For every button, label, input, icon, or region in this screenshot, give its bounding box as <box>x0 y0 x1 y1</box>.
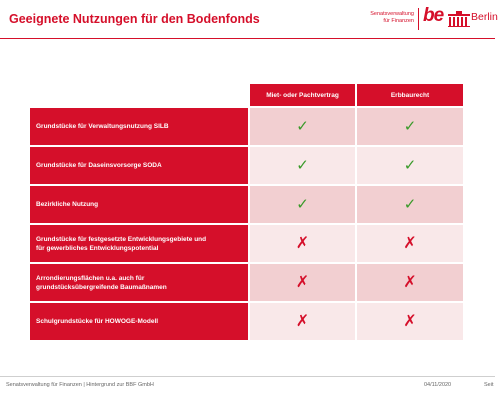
cell-lease <box>250 303 355 340</box>
cell-leasehold <box>357 186 463 223</box>
cell-leasehold <box>357 147 463 184</box>
footer-page-label: Seit <box>484 382 494 388</box>
checkmark-icon: ✓ <box>403 156 417 174</box>
logo-city-text: Berlin <box>471 11 498 23</box>
cross-icon: ✗ <box>403 234 417 252</box>
row-label <box>30 225 248 262</box>
table-row <box>30 147 463 184</box>
cell-leasehold <box>357 108 463 145</box>
cell-leasehold <box>357 303 463 340</box>
usage-matrix-table <box>28 82 465 342</box>
row-label-line: Bezirkliche Nutzung <box>36 201 99 208</box>
logo-separator <box>418 8 419 30</box>
row-label-line: Grundstücke für festgesetzte Entwicklungsgebiete und <box>36 235 207 243</box>
table-row <box>30 108 463 145</box>
footer-divider <box>0 376 495 377</box>
footer-date: 04/11/2020 <box>424 382 452 388</box>
row-label-line: für gewerbliches Entwicklungspotential <box>36 244 159 252</box>
column-header-leasehold: Erbbaurecht <box>357 84 463 106</box>
cell-lease <box>250 147 355 184</box>
row-label <box>30 264 248 301</box>
checkmark-icon: ✓ <box>403 195 417 213</box>
cross-icon: ✗ <box>403 273 417 291</box>
row-label <box>30 108 248 145</box>
cell-leasehold <box>357 264 463 301</box>
table-row <box>30 264 463 301</box>
table-row <box>30 225 463 262</box>
row-label <box>30 303 248 340</box>
cross-icon: ✗ <box>295 234 310 252</box>
row-label-line: Grundstücke für Daseinsvorsorge SODA <box>36 162 162 169</box>
cell-lease <box>250 225 355 262</box>
slide-title: Geeignete Nutzungen für den Bodenfonds <box>9 12 260 26</box>
logo-be-text: be <box>423 5 444 26</box>
row-label <box>30 147 248 184</box>
table-row <box>30 186 463 223</box>
checkmark-icon: ✓ <box>296 117 309 135</box>
footer-text: Senatsverwaltung für Finanzen | Hintergrund zur BBF GmbH <box>6 382 154 388</box>
cross-icon: ✗ <box>295 312 310 330</box>
sender-line-2: für Finanzen <box>383 18 414 24</box>
cross-icon: ✗ <box>295 273 310 291</box>
cell-lease <box>250 264 355 301</box>
table-corner <box>30 84 248 106</box>
row-label-line: grundstücksübergreifende Baumaßnamen <box>36 283 167 291</box>
table-row <box>30 303 463 340</box>
checkmark-icon: ✓ <box>296 156 309 174</box>
row-label-line: Grundstücke für Verwaltungsnutzung SILB <box>36 123 169 130</box>
checkmark-icon: ✓ <box>403 117 417 135</box>
title-divider <box>0 38 495 39</box>
row-label <box>30 186 248 223</box>
cell-lease <box>250 186 355 223</box>
brandenburg-gate-icon <box>448 11 470 27</box>
table-header-row <box>30 84 463 106</box>
column-header-lease: Miet- oder Pachtvertrag <box>250 84 355 106</box>
cell-leasehold <box>357 225 463 262</box>
sender-name <box>356 11 414 25</box>
row-label-line: Schulgrundstücke für HOWOGE-Modell <box>36 318 159 325</box>
checkmark-icon: ✓ <box>296 195 309 213</box>
cell-lease <box>250 108 355 145</box>
row-label-line: Arrondierungsflächen u.a. auch für <box>36 274 145 282</box>
sender-line-1: Senatsverwaltung <box>370 11 414 17</box>
cross-icon: ✗ <box>403 312 417 330</box>
